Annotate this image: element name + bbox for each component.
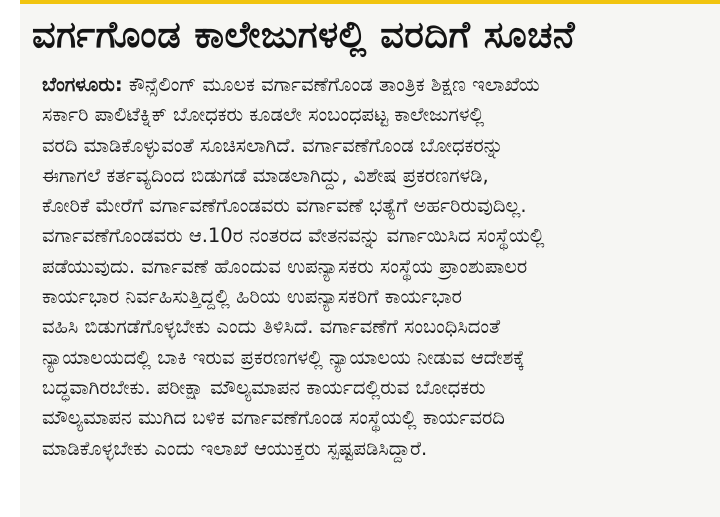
article-line: ಮೌಲ್ಯಮಾಪನ ಮುಗಿದ ಬಳಿಕ ವರ್ಗಾವಣೆಗೊಂಡ ಸಂಸ್ಥೆಯಲ್ಲಿ ಕಾರ್ಯವರದಿ — [42, 406, 505, 430]
article-line: ಸರ್ಕಾರಿ ಪಾಲಿಟೆಕ್ನಿಕ್ ಬೋಧಕರು ಕೂಡಲೇ ಸಂಬಂಧಪಟ್ಟ ಕಾಲೇಜುಗಳಲ್ಲಿ — [42, 103, 485, 127]
article-line: ನ್ಯಾಯಾಲಯದಲ್ಲಿ ಬಾಕಿ ಇರುವ ಪ್ರಕರಣಗಳಲ್ಲಿ ನ್ಯಾಯಾಲಯ ನೀಡುವ ಆದೇಶಕ್ಕೆ — [42, 345, 525, 369]
article-line: ವರದಿ ಮಾಡಿಕೊಳ್ಳುವಂತೆ ಸೂಚಿಸಲಾಗಿದೆ. ವರ್ಗಾವಣೆಗೊಂಡ ಬೋಧಕರನ್ನು — [42, 133, 504, 157]
article-line: ಈಗಾಗಲೆ ಕರ್ತವ್ಯದಿಂದ ಬಿಡುಗಡೆ ಮಾಡಲಾಗಿದ್ದು, ವಿಶೇಷ ಪ್ರಕರಣಗಳಡಿ, — [42, 163, 489, 187]
article-line-text: ಕೌನ್ಸೆಲಿಂಗ್ ಮೂಲಕ ವರ್ಗಾವಣೆಗೊಂಡ ತಾಂತ್ರಿಕ ಶಿಕ್ಷಣ ಇಲಾಖೆಯ — [122, 73, 540, 96]
article-line: ವರ್ಗಾವಣೆಗೊಂಡವರು ಆ.10ರ ನಂತರದ ವೇತನವನ್ನು ವರ್ಗಾಯಿಸಿದ ಸಂಸ್ಥೆಯಲ್ಲಿ — [42, 224, 545, 248]
article-line: ಬದ್ಧವಾಗಿರಬೇಕು. ಪರೀಕ್ಷಾ ಮೌಲ್ಯಮಾಪನ ಕಾರ್ಯದಲ್ಲಿರುವ ಬೋಧಕರು — [42, 375, 486, 399]
article-line: ಕಾರ್ಯಭಾರ ನಿರ್ವಹಿಸುತ್ತಿದ್ದಲ್ಲಿ ಹಿರಿಯ ಉಪನ್ಯಾಸಕರಿಗೆ ಕಾರ್ಯಭಾರ — [42, 285, 462, 309]
article-line: ಪಡೆಯುವುದು. ವರ್ಗಾವಣೆ ಹೊಂದುವ ಉಪನ್ಯಾಸಕರು ಸಂಸ್ಥೆಯ ಪ್ರಾಂಶುಪಾಲರ — [42, 254, 528, 278]
article-body — [42, 70, 702, 464]
page-margin — [0, 0, 20, 517]
article-line: ಕೋರಿಕೆ ಮೇರೆಗೆ ವರ್ಗಾವಣೆಗೊಂಡವರು ವರ್ಗಾವಣೆ ಭತ್ಯೆಗೆ ಅರ್ಹರಿರುವುದಿಲ್ಲ. — [42, 194, 527, 218]
dateline: ಬೆಂಗಳೂರು: — [42, 73, 123, 96]
accent-rule — [0, 0, 720, 4]
article-line: ವಹಿಸಿ ಬಿಡುಗಡೆಗೊಳ್ಳಬೇಕು ಎಂದು ತಿಳಿಸಿದೆ. ವರ್ಗಾವಣೆಗೆ ಸಂಬಂಧಿಸಿದಂತೆ — [42, 315, 501, 339]
article-line — [42, 70, 702, 100]
headline: ವರ್ಗಗೊಂಡ ಕಾಲೇಜುಗಳಲ್ಲಿ ವರದಿಗೆ ಸೂಚನೆ — [32, 13, 576, 56]
article-line: ಮಾಡಿಕೊಳ್ಳಬೇಕು ಎಂದು ಇಲಾಖೆ ಆಯುಕ್ತರು ಸ್ಪಷ್ಟಪಡಿಸಿದ್ದಾರೆ. — [42, 436, 428, 460]
